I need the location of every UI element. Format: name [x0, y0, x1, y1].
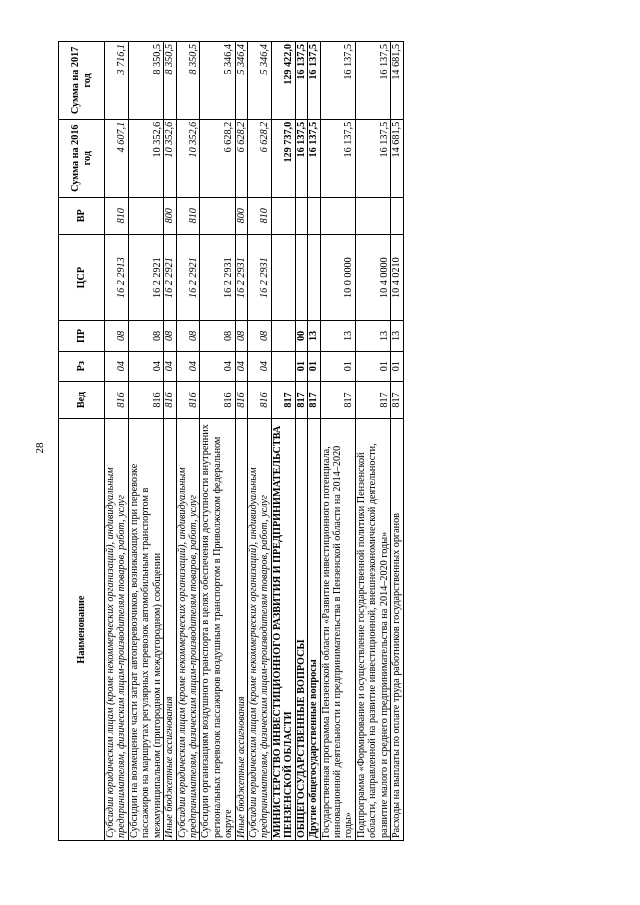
table-row	[105, 42, 129, 841]
header-vr: ВР	[59, 197, 105, 234]
cell-csr: 10 0 0000	[320, 234, 355, 320]
cell-ved: 816	[235, 381, 247, 418]
cell-ved: 817	[391, 381, 403, 418]
cell-name: ОБЩЕГОСУДАРСТВЕННЫЕ ВОПРОСЫ	[295, 419, 307, 841]
cell-pr: 13	[320, 321, 355, 351]
cell-ved: 817	[295, 381, 307, 418]
cell-ved: 817	[320, 381, 355, 418]
cell-name: Государственная программа Пензенской области «Развитие инвестиционного потенциала, инновационной деятельности и предпринимательства в Пензенской области на 2014–2020 годы»	[320, 419, 355, 841]
cell-sum-2017: 8 350,5	[164, 42, 176, 120]
cell-sum-2016: 10 352,6	[128, 119, 163, 197]
cell-ved: 816	[128, 381, 163, 418]
cell-vr	[128, 197, 163, 234]
table-row	[355, 42, 390, 841]
cell-sum-2017: 8 350,5	[128, 42, 163, 120]
cell-vr	[271, 197, 295, 234]
rotated-page-content	[58, 41, 546, 841]
header-sum-2016: Сумма на 2016 год	[59, 119, 105, 197]
cell-csr: 16 2 2921	[164, 234, 176, 320]
cell-rz: 04	[128, 351, 163, 381]
cell-rz: 01	[308, 351, 320, 381]
cell-sum-2016: 129 737,0	[271, 119, 295, 197]
cell-sum-2016: 16 137,5	[308, 119, 320, 197]
cell-rz: 04	[176, 351, 200, 381]
cell-vr: 810	[105, 197, 129, 234]
cell-ved: 816	[200, 381, 235, 418]
cell-vr	[355, 197, 390, 234]
cell-sum-2017: 129 422,0	[271, 42, 295, 120]
cell-rz: 01	[320, 351, 355, 381]
cell-name: Субсидии юридическим лицам (кроме некоммерческих организаций), индивидуальным предпринимателям, физическим лицам-производителям товаров, работ, услуг	[248, 419, 272, 841]
cell-name: Другие общегосударственные вопросы	[308, 419, 320, 841]
cell-ved: 816	[248, 381, 272, 418]
cell-sum-2017: 8 350,5	[176, 42, 200, 120]
cell-pr: 08	[164, 321, 176, 351]
header-pr: ПР	[59, 321, 105, 351]
cell-vr: 810	[248, 197, 272, 234]
cell-rz: 01	[355, 351, 390, 381]
cell-vr: 800	[164, 197, 176, 234]
cell-rz: 04	[235, 351, 247, 381]
cell-pr: 08	[248, 321, 272, 351]
table-header-row	[59, 42, 105, 841]
cell-sum-2016: 16 137,5	[355, 119, 390, 197]
header-csr: ЦСР	[59, 234, 105, 320]
cell-rz: 01	[295, 351, 307, 381]
cell-name: Расходы на выплаты по оплате труда работников государственных органов	[391, 419, 403, 841]
cell-name: Субсидии юридическим лицам (кроме некоммерческих организаций), индивидуальным предпринимателям, физическим лицам-производителям товаров, работ, услуг	[176, 419, 200, 841]
cell-pr: 00	[295, 321, 307, 351]
cell-sum-2017: 16 137,5	[320, 42, 355, 120]
cell-pr: 13	[308, 321, 320, 351]
cell-vr	[308, 197, 320, 234]
cell-pr: 08	[200, 321, 235, 351]
cell-sum-2017: 3 716,1	[105, 42, 129, 120]
cell-pr: 08	[235, 321, 247, 351]
cell-pr: 13	[355, 321, 390, 351]
cell-ved: 816	[105, 381, 129, 418]
cell-rz: 04	[248, 351, 272, 381]
cell-name: Подпрограмма «Формирование и осуществление государственной политики Пензенской области, направленной на развитие инвестиционной, внешнеэкономической деятельности, развитие малого и среднего предпринимательства на 2014–2020 годы»	[355, 419, 390, 841]
cell-vr	[200, 197, 235, 234]
cell-sum-2017: 5 346,4	[200, 42, 235, 120]
header-sum-2017: Сумма на 2017 год	[59, 42, 105, 120]
cell-rz: 01	[391, 351, 403, 381]
table-row	[200, 42, 235, 841]
cell-sum-2016: 16 137,5	[320, 119, 355, 197]
table-row	[235, 42, 247, 841]
table-row	[128, 42, 163, 841]
budget-table	[58, 41, 404, 841]
header-name: Наименование	[59, 419, 105, 841]
cell-ved: 817	[271, 381, 295, 418]
cell-pr: 08	[176, 321, 200, 351]
cell-vr	[391, 197, 403, 234]
header-rz: Рз	[59, 351, 105, 381]
cell-csr: 16 2 2913	[105, 234, 129, 320]
cell-csr	[308, 234, 320, 320]
table-row	[164, 42, 176, 841]
cell-csr: 10 4 0210	[391, 234, 403, 320]
cell-sum-2016: 6 628,2	[248, 119, 272, 197]
cell-sum-2017: 16 137,5	[355, 42, 390, 120]
cell-ved: 816	[164, 381, 176, 418]
cell-sum-2017: 5 346,4	[235, 42, 247, 120]
table-row	[391, 42, 403, 841]
cell-csr	[295, 234, 307, 320]
cell-rz: 04	[164, 351, 176, 381]
cell-ved: 816	[176, 381, 200, 418]
cell-csr: 16 2 2931	[200, 234, 235, 320]
cell-sum-2017: 16 137,5	[308, 42, 320, 120]
cell-name: Субсидии юридическим лицам (кроме некоммерческих организаций), индивидуальным предпринимателям, физическим лицам-производителям товаров, работ, услуг	[105, 419, 129, 841]
cell-sum-2016: 10 352,6	[176, 119, 200, 197]
cell-sum-2017: 14 681,5	[391, 42, 403, 120]
cell-csr: 16 2 2921	[128, 234, 163, 320]
cell-pr: 13	[391, 321, 403, 351]
cell-name: Иные бюджетные ассигнования	[164, 419, 176, 841]
cell-vr	[320, 197, 355, 234]
table-row	[176, 42, 200, 841]
cell-csr: 16 2 2921	[176, 234, 200, 320]
cell-ved: 817	[355, 381, 390, 418]
cell-ved: 817	[308, 381, 320, 418]
cell-sum-2016: 6 628,2	[235, 119, 247, 197]
cell-name: Иные бюджетные ассигнования	[235, 419, 247, 841]
cell-sum-2016: 6 628,2	[200, 119, 235, 197]
cell-rz: 04	[200, 351, 235, 381]
cell-pr	[271, 321, 295, 351]
cell-pr: 08	[128, 321, 163, 351]
cell-sum-2017: 5 346,4	[248, 42, 272, 120]
table-body	[105, 42, 404, 841]
table-row	[308, 42, 320, 841]
cell-sum-2016: 14 681,5	[391, 119, 403, 197]
table-row	[295, 42, 307, 841]
cell-pr: 08	[105, 321, 129, 351]
cell-name: Субсидии организациям воздушного транспорта в целях обеспечения доступности внутренних региональных перевозок пассажиров воздушным транспортом в Приволжском федеральном округе	[200, 419, 235, 841]
cell-vr: 810	[176, 197, 200, 234]
cell-sum-2016: 10 352,6	[164, 119, 176, 197]
cell-csr: 16 2 2931	[248, 234, 272, 320]
cell-csr: 16 2 2931	[235, 234, 247, 320]
cell-sum-2016: 4 607,1	[105, 119, 129, 197]
cell-name: МИНИСТЕРСТВО ИНВЕСТИЦИОННОГО РАЗВИТИЯ И ПРЕДПРИНИМАТЕЛЬСТВА ПЕНЗЕНСКОЙ ОБЛАСТИ	[271, 419, 295, 841]
cell-csr: 10 4 0000	[355, 234, 390, 320]
header-ved: Вед	[59, 381, 105, 418]
cell-sum-2016: 16 137,5	[295, 119, 307, 197]
cell-name: Субсидии на возмещение части затрат автоперевозчиков, возникающих при перевозке пассажиров на маршрутах регулярных перевозок автомобильным транспортом в межмуниципальном (пригородном и междугородном) сообщении	[128, 419, 163, 841]
cell-sum-2017: 16 137,5	[295, 42, 307, 120]
cell-rz	[271, 351, 295, 381]
table-row	[320, 42, 355, 841]
cell-vr	[295, 197, 307, 234]
cell-csr	[271, 234, 295, 320]
table-row	[271, 42, 295, 841]
cell-rz: 04	[105, 351, 129, 381]
page-number: 28	[34, 442, 46, 454]
cell-vr: 800	[235, 197, 247, 234]
table-row	[248, 42, 272, 841]
